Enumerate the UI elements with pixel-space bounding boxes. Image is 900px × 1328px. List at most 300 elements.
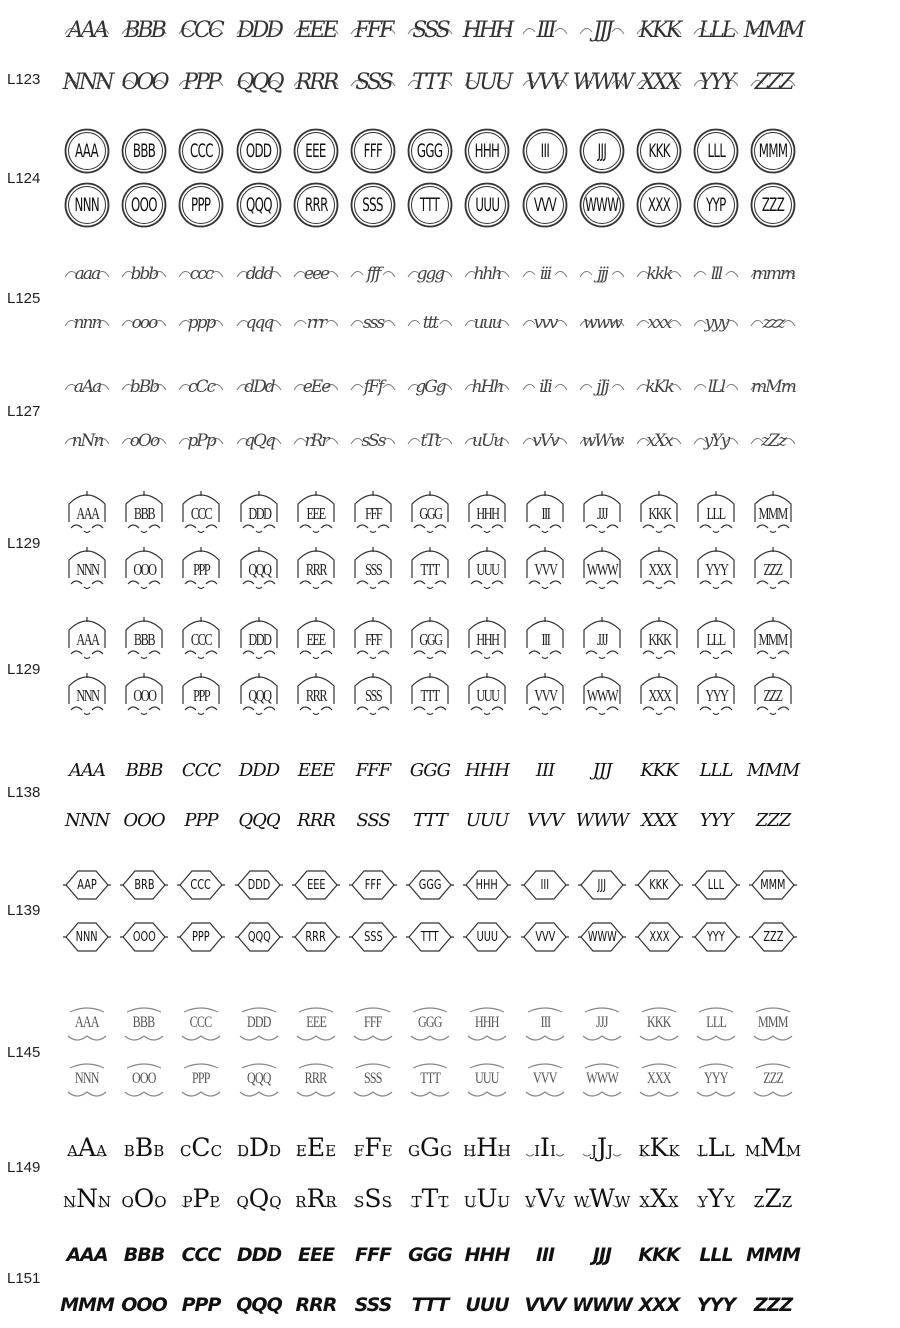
monogram-letters: CCC bbox=[190, 1014, 212, 1031]
monogram-letters: ggg bbox=[416, 263, 444, 284]
monogram-letters: SSS bbox=[364, 685, 382, 705]
monogram-sample bbox=[462, 616, 512, 662]
monogram-sample bbox=[634, 862, 684, 908]
monogram-sample bbox=[520, 1056, 570, 1102]
monogram-letters: KKK bbox=[647, 503, 671, 523]
monogram-letters: ZZZ bbox=[763, 559, 783, 579]
monogram-sample bbox=[691, 862, 741, 908]
monogram-sample bbox=[748, 1282, 798, 1328]
monogram-sample bbox=[62, 1124, 112, 1170]
monogram-letters: VVV bbox=[533, 193, 557, 216]
monogram-sample bbox=[62, 418, 112, 464]
monogram-letters: MMM bbox=[758, 629, 788, 649]
monogram-sample bbox=[748, 60, 798, 106]
monogram-letters: AAP bbox=[77, 877, 97, 893]
monogram-sample bbox=[462, 182, 512, 228]
monogram-letters: EEE bbox=[297, 760, 335, 781]
monogram-sample bbox=[291, 418, 341, 464]
font-code-label: L125 bbox=[7, 290, 41, 307]
monogram-letters: FFF bbox=[364, 877, 382, 893]
monogram-letters: AAA bbox=[67, 18, 107, 43]
monogram-letters: mmm bbox=[751, 263, 795, 284]
monogram-sample bbox=[62, 300, 112, 346]
monogram-sample bbox=[577, 1124, 627, 1170]
monogram-letters: UUU bbox=[463, 70, 511, 95]
monogram-letters: YYY bbox=[699, 810, 733, 831]
monogram-letters: ZZZ bbox=[753, 1293, 793, 1316]
monogram-letters: TTT bbox=[420, 1070, 440, 1087]
monogram-sample bbox=[291, 182, 341, 228]
monogram-sample bbox=[691, 182, 741, 228]
monogram-letters: WWW bbox=[586, 685, 618, 705]
monogram-sample bbox=[348, 1175, 398, 1221]
monogram-sample bbox=[577, 1232, 627, 1278]
monogram-letters: SSS bbox=[412, 18, 448, 43]
monogram-letters: dDd bbox=[244, 376, 274, 397]
monogram-sample bbox=[234, 616, 284, 662]
monogram-letters: ZZZ bbox=[763, 685, 783, 705]
monogram-sample bbox=[119, 672, 169, 718]
monogram-letters: LLL bbox=[706, 629, 726, 649]
monogram-sample bbox=[176, 1056, 226, 1102]
monogram-sample bbox=[577, 418, 627, 464]
monogram-letters: OOO bbox=[132, 685, 156, 705]
monogram-sample bbox=[62, 914, 112, 960]
monogram-sample bbox=[462, 798, 512, 844]
monogram-sample bbox=[462, 1000, 512, 1046]
monogram-sample bbox=[291, 1175, 341, 1221]
monogram-sample bbox=[119, 1232, 169, 1278]
monogram-letters: oOo bbox=[129, 430, 159, 451]
monogram-letters: FFF bbox=[364, 1014, 382, 1031]
monogram-sample bbox=[748, 418, 798, 464]
monogram-sample bbox=[176, 862, 226, 908]
monogram-letters: ODD bbox=[246, 139, 272, 162]
monogram-letters: UUU bbox=[465, 810, 509, 831]
monogram-sample bbox=[348, 128, 398, 174]
monogram-letters: OOO bbox=[132, 559, 156, 579]
monogram-sample bbox=[691, 616, 741, 662]
monogram-letters: ttt bbox=[422, 312, 438, 333]
monogram-letters: EEE bbox=[295, 1132, 337, 1162]
monogram-sample bbox=[176, 300, 226, 346]
monogram-letters: PPP bbox=[192, 559, 210, 579]
monogram-sample bbox=[119, 128, 169, 174]
monogram-letters: KKK bbox=[638, 1132, 680, 1162]
monogram-letters: XXX bbox=[639, 1183, 679, 1213]
monogram-sample bbox=[520, 862, 570, 908]
monogram-letters: DDD bbox=[236, 1132, 282, 1162]
monogram-sample bbox=[748, 300, 798, 346]
monogram-letters: bBb bbox=[129, 376, 159, 397]
monogram-letters: CCC bbox=[190, 503, 212, 523]
monogram-letters: LLL bbox=[707, 877, 725, 893]
monogram-sample bbox=[520, 1232, 570, 1278]
monogram-sample bbox=[62, 251, 112, 297]
monogram-sample bbox=[577, 616, 627, 662]
monogram-sample bbox=[634, 182, 684, 228]
monogram-letters: MMM bbox=[744, 1132, 802, 1162]
monogram-sample bbox=[176, 1175, 226, 1221]
monogram-letters: TTT bbox=[420, 685, 440, 705]
monogram-sample bbox=[405, 418, 455, 464]
monogram-letters: NNN bbox=[75, 685, 99, 705]
monogram-sample bbox=[691, 364, 741, 410]
monogram-letters: MMM bbox=[746, 760, 800, 781]
monogram-sample bbox=[176, 128, 226, 174]
monogram-sample bbox=[291, 60, 341, 106]
font-code-label: L139 bbox=[7, 902, 41, 919]
monogram-letters: sSs bbox=[361, 430, 385, 451]
monogram-letters: YYY bbox=[704, 559, 728, 579]
monogram-sample bbox=[291, 546, 341, 592]
monogram-sample bbox=[691, 490, 741, 536]
monogram-sample bbox=[520, 364, 570, 410]
monogram-sample bbox=[234, 300, 284, 346]
font-code-label: L123 bbox=[7, 71, 41, 88]
monogram-sample bbox=[462, 8, 512, 54]
monogram-sample bbox=[62, 1175, 112, 1221]
monogram-letters: eee bbox=[303, 263, 329, 284]
monogram-sample bbox=[234, 182, 284, 228]
monogram-letters: OOO bbox=[123, 810, 165, 831]
monogram-sample bbox=[691, 748, 741, 794]
monogram-letters: XXX bbox=[647, 193, 671, 216]
monogram-sample bbox=[234, 364, 284, 410]
monogram-letters: VVV bbox=[525, 1183, 565, 1213]
monogram-letters: pPp bbox=[187, 430, 215, 451]
monogram-letters: VVV bbox=[533, 559, 557, 579]
monogram-sample bbox=[743, 8, 803, 54]
monogram-sample bbox=[634, 1124, 684, 1170]
monogram-letters: EEE bbox=[306, 1014, 326, 1031]
monogram-sample bbox=[462, 914, 512, 960]
monogram-letters: PPP bbox=[181, 1293, 221, 1316]
monogram-sample bbox=[176, 672, 226, 718]
monogram-sample bbox=[348, 418, 398, 464]
monogram-letters: SSS bbox=[364, 1070, 382, 1087]
monogram-sample bbox=[291, 748, 341, 794]
monogram-letters: lLl bbox=[707, 376, 725, 397]
monogram-sample bbox=[520, 418, 570, 464]
monogram-letters: YYY bbox=[697, 1183, 735, 1213]
monogram-sample bbox=[520, 1175, 570, 1221]
monogram-letters: qQq bbox=[244, 430, 274, 451]
monogram-letters: PPP bbox=[184, 810, 218, 831]
monogram-letters: RRR bbox=[305, 1070, 327, 1087]
monogram-sample bbox=[176, 798, 226, 844]
monogram-sample bbox=[62, 490, 112, 536]
monogram-letters: MMM bbox=[60, 1293, 114, 1316]
monogram-sample bbox=[62, 364, 112, 410]
monogram-letters: rRr bbox=[304, 430, 328, 451]
monogram-sample bbox=[62, 60, 112, 106]
monogram-letters: AAA bbox=[75, 629, 99, 649]
monogram-letters: yyy bbox=[704, 312, 728, 333]
monogram-sample bbox=[577, 1000, 627, 1046]
monogram-sample bbox=[119, 798, 169, 844]
monogram-letters: ZZZ bbox=[754, 70, 792, 95]
monogram-letters: UUU bbox=[463, 1183, 511, 1213]
monogram-sample bbox=[634, 748, 684, 794]
monogram-letters: SSS bbox=[362, 193, 384, 216]
monogram-sample bbox=[62, 616, 112, 662]
monogram-letters: LLL bbox=[699, 1243, 733, 1266]
monogram-sample bbox=[176, 8, 226, 54]
monogram-sample bbox=[634, 300, 684, 346]
monogram-letters: NNN bbox=[75, 1070, 99, 1087]
monogram-sample bbox=[748, 251, 798, 297]
monogram-sample bbox=[462, 418, 512, 464]
monogram-letters: WWW bbox=[586, 1070, 618, 1087]
monogram-sample bbox=[691, 914, 741, 960]
monogram-sample bbox=[62, 546, 112, 592]
monogram-letters: VVV bbox=[527, 810, 563, 831]
monogram-letters: QQQ bbox=[247, 685, 271, 705]
monogram-letters: kkk bbox=[646, 263, 672, 284]
monogram-letters: UUU bbox=[465, 1293, 509, 1316]
monogram-letters: LLL bbox=[697, 1132, 735, 1162]
monogram-letters: nnn bbox=[73, 312, 101, 333]
monogram-letters: GGG bbox=[408, 1243, 452, 1266]
monogram-letters: DDD bbox=[247, 1014, 271, 1031]
monogram-letters: EEE bbox=[306, 629, 326, 649]
monogram-letters: PPP bbox=[191, 193, 211, 216]
monogram-letters: ZZZ bbox=[761, 193, 785, 216]
monogram-sample bbox=[520, 914, 570, 960]
monogram-sample bbox=[691, 1232, 741, 1278]
monogram-sample bbox=[234, 1056, 284, 1102]
monogram-sample bbox=[234, 1124, 284, 1170]
monogram-sample bbox=[291, 8, 341, 54]
monogram-sample bbox=[577, 914, 627, 960]
monogram-sample bbox=[119, 1056, 169, 1102]
monogram-sample bbox=[234, 60, 284, 106]
monogram-sample bbox=[119, 1282, 169, 1328]
monogram-letters: RRR bbox=[295, 1293, 337, 1316]
monogram-letters: III bbox=[536, 18, 554, 43]
monogram-letters: OOO bbox=[131, 193, 157, 216]
monogram-sample bbox=[405, 546, 455, 592]
monogram-letters: TTT bbox=[420, 193, 440, 216]
monogram-sample bbox=[744, 1124, 802, 1170]
monogram-letters: TTT bbox=[411, 1293, 449, 1316]
monogram-letters: PPP bbox=[192, 1070, 210, 1087]
monogram-sample bbox=[119, 251, 169, 297]
monogram-letters: OOO bbox=[121, 1293, 167, 1316]
monogram-sample bbox=[291, 1000, 341, 1046]
monogram-letters: GGG bbox=[417, 139, 443, 162]
monogram-letters: CCC bbox=[179, 1132, 223, 1162]
monogram-sample bbox=[634, 418, 684, 464]
monogram-sample bbox=[176, 418, 226, 464]
monogram-letters: zzz bbox=[762, 312, 784, 333]
monogram-sample bbox=[348, 1232, 398, 1278]
monogram-sample bbox=[62, 862, 112, 908]
monogram-letters: WWW bbox=[572, 70, 632, 95]
monogram-sample bbox=[634, 546, 684, 592]
monogram-sample bbox=[405, 1000, 455, 1046]
monogram-sample bbox=[462, 1232, 512, 1278]
monogram-letters: XXX bbox=[640, 70, 678, 95]
monogram-sample bbox=[577, 798, 627, 844]
monogram-sample bbox=[691, 1124, 741, 1170]
monogram-sample bbox=[634, 1056, 684, 1102]
monogram-sample bbox=[691, 128, 741, 174]
font-code-label: L129 bbox=[7, 661, 41, 678]
monogram-sample bbox=[748, 798, 798, 844]
monogram-letters: NNN bbox=[62, 70, 112, 95]
monogram-letters: mMm bbox=[751, 376, 795, 397]
monogram-sample bbox=[634, 1000, 684, 1046]
monogram-letters: VVV bbox=[534, 929, 556, 945]
monogram-sample bbox=[462, 60, 512, 106]
monogram-letters: HHH bbox=[475, 877, 498, 893]
monogram-sample bbox=[691, 798, 741, 844]
monogram-letters: KKK bbox=[648, 139, 670, 162]
monogram-sample bbox=[176, 1000, 226, 1046]
monogram-sample bbox=[119, 914, 169, 960]
monogram-letters: EEE bbox=[305, 139, 327, 162]
monogram-letters: iii bbox=[539, 263, 551, 284]
monogram-sample bbox=[234, 128, 284, 174]
monogram-letters: FFF bbox=[364, 629, 382, 649]
monogram-sample bbox=[119, 1000, 169, 1046]
monogram-letters: rrr bbox=[306, 312, 326, 333]
monogram-letters: HHH bbox=[475, 1014, 499, 1031]
monogram-sample bbox=[348, 748, 398, 794]
monogram-letters: BBB bbox=[125, 760, 163, 781]
monogram-letters: aAa bbox=[73, 376, 101, 397]
monogram-sample bbox=[119, 1124, 169, 1170]
monogram-sample bbox=[348, 8, 398, 54]
monogram-sample bbox=[405, 862, 455, 908]
monogram-letters: FFF bbox=[355, 1243, 391, 1266]
monogram-sample bbox=[119, 364, 169, 410]
monogram-sample bbox=[748, 1232, 798, 1278]
monogram-letters: xxx bbox=[647, 312, 671, 333]
monogram-sample bbox=[234, 1232, 284, 1278]
monogram-letters: AAA bbox=[75, 139, 99, 162]
monogram-sample bbox=[234, 672, 284, 718]
monogram-letters: FFF bbox=[354, 18, 392, 43]
monogram-sample bbox=[176, 914, 226, 960]
monogram-letters: SSS bbox=[364, 559, 382, 579]
monogram-sample bbox=[748, 1175, 798, 1221]
monogram-letters: OOO bbox=[132, 1070, 156, 1087]
monogram-sample bbox=[291, 798, 341, 844]
monogram-letters: GGG bbox=[418, 629, 442, 649]
monogram-sample bbox=[291, 300, 341, 346]
monogram-letters: DDD bbox=[238, 760, 280, 781]
monogram-sample bbox=[634, 128, 684, 174]
monogram-sample bbox=[405, 182, 455, 228]
monogram-letters: HHH bbox=[475, 503, 499, 523]
monogram-letters: HHH bbox=[464, 1243, 510, 1266]
font-code-label: L149 bbox=[7, 1159, 41, 1176]
monogram-letters: TTT bbox=[411, 1183, 449, 1213]
monogram-letters: YYY bbox=[696, 1293, 736, 1316]
monogram-letters: XXX bbox=[647, 685, 671, 705]
monogram-sample bbox=[577, 862, 627, 908]
monogram-letters: BBB bbox=[133, 1014, 155, 1031]
monogram-sample bbox=[577, 182, 627, 228]
monogram-sample bbox=[348, 1124, 398, 1170]
monogram-letters: QQQ bbox=[247, 559, 271, 579]
monogram-letters: TTT bbox=[412, 70, 448, 95]
monogram-sample bbox=[176, 616, 226, 662]
monogram-sample bbox=[748, 914, 798, 960]
monogram-letters: NNN bbox=[76, 929, 98, 945]
font-code-label: L145 bbox=[7, 1044, 41, 1061]
monogram-sample bbox=[634, 60, 684, 106]
monogram-sample bbox=[176, 1232, 226, 1278]
monogram-letters: gGg bbox=[415, 376, 445, 397]
monogram-letters: III bbox=[541, 629, 549, 649]
monogram-letters: UUU bbox=[475, 559, 499, 579]
monogram-sample bbox=[348, 1000, 398, 1046]
monogram-letters: BBB bbox=[123, 1243, 165, 1266]
monogram-letters: VVV bbox=[525, 70, 565, 95]
monogram-letters: KKK bbox=[647, 1014, 671, 1031]
monogram-sample bbox=[62, 1232, 112, 1278]
monogram-sample bbox=[119, 546, 169, 592]
monogram-letters: MMM bbox=[760, 877, 786, 893]
monogram-letters: QQQ bbox=[247, 929, 271, 945]
monogram-sample bbox=[119, 616, 169, 662]
monogram-letters: OOO bbox=[121, 1183, 167, 1213]
monogram-letters: GGG bbox=[409, 760, 451, 781]
monogram-letters: MMM bbox=[758, 139, 788, 162]
monogram-letters: FFF bbox=[363, 139, 383, 162]
monogram-letters: tTt bbox=[420, 430, 440, 451]
monogram-letters: ddd bbox=[245, 263, 273, 284]
monogram-sample bbox=[176, 60, 226, 106]
monogram-letters: PPP bbox=[183, 70, 219, 95]
monogram-sample bbox=[520, 8, 570, 54]
monogram-sample bbox=[634, 1282, 684, 1328]
monogram-letters: PPP bbox=[192, 685, 210, 705]
monogram-sample bbox=[691, 8, 741, 54]
monogram-sample bbox=[748, 748, 798, 794]
monogram-letters: bbb bbox=[130, 263, 158, 284]
monogram-letters: lll bbox=[710, 263, 722, 284]
monogram-letters: cCc bbox=[187, 376, 215, 397]
monogram-letters: JJJ bbox=[592, 1243, 612, 1266]
monogram-sample bbox=[634, 490, 684, 536]
monogram-sample bbox=[62, 798, 112, 844]
monogram-letters: UUU bbox=[475, 685, 499, 705]
monogram-sample bbox=[348, 862, 398, 908]
monogram-sample bbox=[405, 300, 455, 346]
monogram-sample bbox=[462, 546, 512, 592]
monogram-letters: LLL bbox=[707, 139, 725, 162]
font-code-label: L138 bbox=[7, 784, 41, 801]
monogram-letters: WWW bbox=[572, 1293, 632, 1316]
monogram-sample bbox=[691, 672, 741, 718]
monogram-letters: HHH bbox=[464, 760, 510, 781]
monogram-letters: nNn bbox=[71, 430, 103, 451]
monogram-sample bbox=[348, 1282, 398, 1328]
monogram-letters: GGG bbox=[418, 877, 442, 893]
monogram-sample bbox=[348, 672, 398, 718]
monogram-sample bbox=[748, 128, 798, 174]
monogram-letters: LLL bbox=[699, 760, 733, 781]
monogram-sample bbox=[234, 914, 284, 960]
monogram-sample bbox=[348, 914, 398, 960]
monogram-sample bbox=[62, 672, 112, 718]
monogram-letters: XXX bbox=[647, 1070, 671, 1087]
